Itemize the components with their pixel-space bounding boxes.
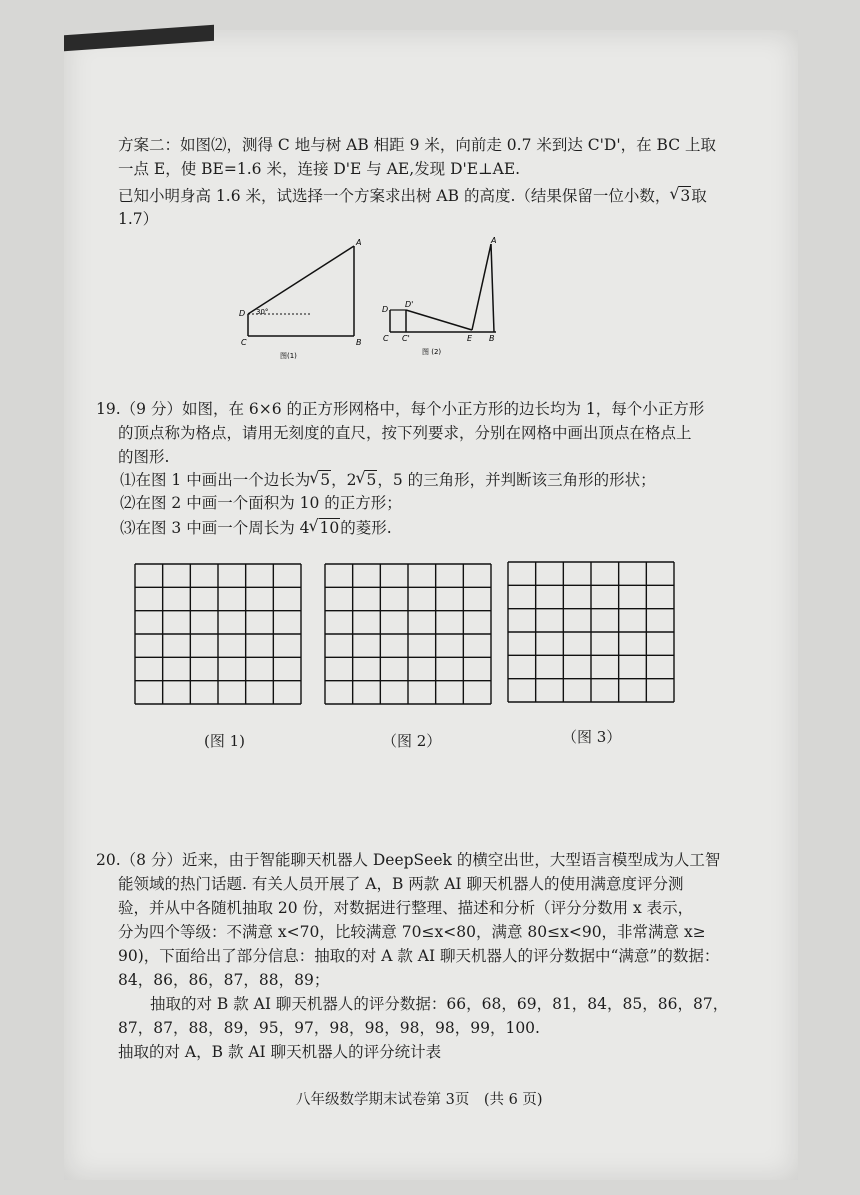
q20-line4: 分为四个等级：不满意 x<70，比较满意 70≤x<80，满意 80≤x<90，非常满意 x≥ [118, 923, 706, 941]
q19-sub1-mid: ，2 [331, 471, 357, 489]
q19-line3: 的图形. [118, 448, 170, 466]
plan2-line1: 方案二：如图⑵，测得 C 地与树 AB 相距 9 米，向前走 0.7 米到达 C'D'，在 BC 上取 [118, 136, 717, 154]
label-c: C [383, 334, 389, 343]
label-a: A [491, 236, 497, 245]
sqrt-5-b: √ 5 [356, 469, 377, 491]
sqrt-3: √ 3 [670, 185, 691, 207]
grid-2 [323, 562, 493, 706]
figure-1 [232, 232, 372, 362]
grid-2-caption: （图 2） [382, 732, 442, 750]
q19-sub1 [120, 469, 656, 491]
label-d: D [239, 309, 246, 318]
line-dpe [406, 310, 472, 330]
sqrt-5: √ 5 [310, 469, 331, 491]
q20-line1: 20.（8 分）近来，由于智能聊天机器人 DeepSeek 的横空出世，大型语言模型成为人工智 [96, 851, 721, 869]
known-line1 [118, 185, 707, 207]
fig2-caption: 图 (2) [422, 348, 442, 356]
q19-line2: 的顶点称为格点，请用无刻度的直尺，按下列要求，分别在网格中画出顶点在格点上 [118, 424, 692, 442]
grid-3-caption: （图 3） [562, 728, 622, 746]
label-cp: C' [402, 334, 410, 343]
q19-sub1-post: ，5 的三角形，并判断该三角形的形状； [377, 471, 656, 489]
label-dp: D' [405, 300, 414, 309]
q20-line6: 84，86，86，87，88，89； [118, 971, 330, 989]
sqrt-10: √ 10 [310, 517, 341, 539]
grid-3 [506, 560, 676, 704]
q20-line7: 抽取的对 B 款 AI 聊天机器人的评分数据：66，68，69，81，84，85，86，87， [150, 995, 729, 1013]
line-da [248, 246, 354, 314]
figure-2 [378, 236, 508, 362]
fig1-caption: 图(1) [280, 352, 297, 360]
q20-line8: 87，87，88，89，95，97，98，98，98，98，99，100. [118, 1019, 540, 1037]
page-footer: 八年级数学期末试卷第 3页 (共 6 页) [296, 1092, 543, 1108]
known-line2: 1.7） [118, 210, 159, 228]
angle-30: 30° [256, 308, 269, 316]
q19-sub3-post: 的菱形. [340, 519, 392, 537]
known-line1-post: 取 [691, 187, 707, 205]
q19-line1: 19.（9 分）如图，在 6×6 的正方形网格中，每个小正方形的边长均为 1，每个小正方形 [96, 400, 705, 418]
label-b: B [489, 334, 495, 343]
label-a: A [356, 238, 362, 247]
line-ab [491, 244, 494, 332]
q19-sub2: ⑵在图 2 中画一个面积为 10 的正方形； [120, 494, 402, 512]
label-b: B [356, 338, 362, 347]
q20-line2: 能领域的热门话题. 有关人员开展了 A，B 两款 AI 聊天机器人的使用满意度评分测 [118, 875, 684, 893]
q20-line3: 验，并从中各随机抽取 20 份，对数据进行整理、描述和分析（评分分数用 x 表示， [118, 899, 694, 917]
q19-sub3-pre: ⑶在图 3 中画一个周长为 4 [120, 519, 310, 537]
q19-sub3 [120, 517, 392, 539]
known-line1-pre: 已知小明身高 1.6 米，试选择一个方案求出树 AB 的高度.（结果保留一位小数， [118, 187, 671, 205]
label-e: E [467, 334, 473, 343]
grid-1-caption: (图 1) [204, 732, 246, 750]
line-ea [472, 244, 491, 330]
q20-line9: 抽取的对 A，B 款 AI 聊天机器人的评分统计表 [118, 1043, 442, 1061]
plan2-line2: 一点 E，使 BE=1.6 米，连接 D'E 与 AE,发现 D'E⊥AE. [118, 160, 521, 178]
label-d: D [382, 305, 389, 314]
grid-1 [133, 562, 303, 706]
q20-line5: 90)，下面给出了部分信息：抽取的对 A 款 AI 聊天机器人的评分数据中“满意”的数据： [118, 947, 720, 965]
q19-sub1-pre: ⑴在图 1 中画出一个边长为 [120, 471, 311, 489]
label-c: C [241, 338, 247, 347]
